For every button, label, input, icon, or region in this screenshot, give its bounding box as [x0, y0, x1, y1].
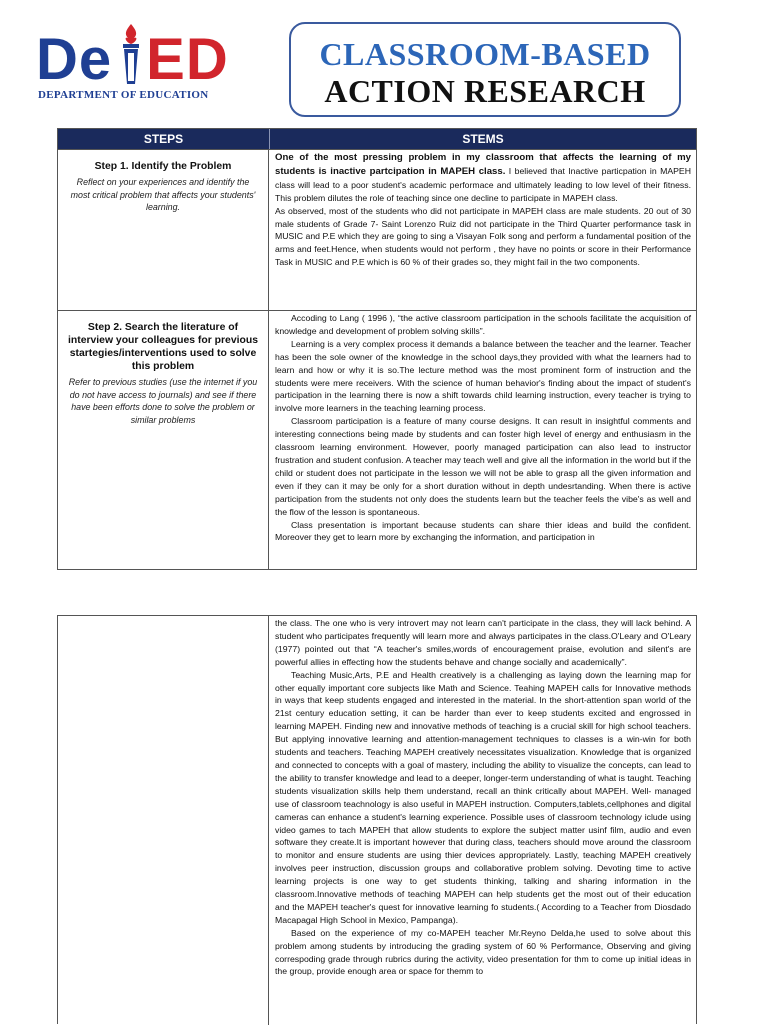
- title-line-2: ACTION RESEARCH: [324, 73, 646, 109]
- table-header: [58, 129, 696, 149]
- step-1-title: Step 1. Identify the Problem: [94, 161, 232, 172]
- table-row-step-2: [58, 310, 696, 570]
- step-1-paragraph-1: [275, 151, 691, 205]
- step-2-stem-cell: [269, 311, 696, 570]
- step-2-paragraph-1: Accoding to Lang ( 1996 ), “the active classroom participation in the schools facilitate the acquisition of knowledge and development of problem solving skills”.: [275, 313, 691, 336]
- step-2-title: Step 2. Search the literature of interview your colleagues for previous startegies/interventions used to solve this problem: [68, 322, 258, 372]
- step-1-lead: One of the most pressing problem in my classroom that affects the learning of my students is inactive partcipation in MAPEH class.: [275, 152, 691, 177]
- continuation-paragraph-1: the class. The one who is very introvert may not learn can't participate in the class, they will lack behind. A student who participates frequently will learn more and always participates in the class.O'Leary and O'Leary (1977) pointed out that “A teacher's smiles,words of encouragement praise, evolution and silent's are powerful allies in effecting how the students behave and change socially and academically”.: [275, 618, 691, 667]
- continuation-paragraph-3: Based on the experience of my co-MAPEH teacher Mr.Reyno Delda,he used to solve about this problem among students by introducing the grading system of 60 % Performance, Observing and giving correspoding grade through rubrics during the activity, video presentation for thm to come up initial ideas in the group, provide enough area or space for themm to: [275, 927, 691, 977]
- stems-column-header: STEMS: [462, 132, 504, 146]
- continuation-empty-cell: [58, 616, 269, 1025]
- step-2-paragraph-4: Class presentation is important because students can share thier ideas and build the confident. Moreover they get to learn more by exchanging the information, and participation in: [275, 519, 691, 543]
- step-1-cell: [58, 150, 269, 310]
- title-box: [289, 22, 681, 117]
- deped-logo: [36, 22, 246, 104]
- table-row-step-1: [58, 149, 696, 310]
- logo-subtitle: DEPARTMENT OF EDUCATION: [38, 89, 209, 101]
- continuation-table: [57, 615, 697, 1024]
- steps-table: [57, 128, 697, 570]
- continuation-stem-cell: [269, 616, 696, 1025]
- table-row-continuation: [58, 616, 696, 1025]
- logo-wordmark: De ED: [36, 27, 229, 92]
- step-2-paragraph-3: Classroom participation is a feature of many course designs. It can result in insightful comments and interesting connections being made by students and can foster high level of energy and enthusiasm in the classroom learning environment. However, poorly managed participation can also lead to instructor frustration and student confusion. A teacher may teach well and give all the information in the world but if the child or student does not participate in the lesson we will not be able to grasp all the given information and even if they can it may be only for a short duration without in depth undesrtanding. When there is active participation from the students not only does the students learn but the teacher feels the vibe's as well and the flow of the lesson is spontaneous.: [275, 416, 691, 517]
- continuation-paragraph-2: Teaching Music,Arts, P.E and Health creatively is a challenging as laying down the learning map for other equally important core subjects like Math and Science. Teahing MAPEH calls for Innovative methods in ways that keep students engaged and interested in the material. In the short-attention span world of the 21st century education setting, it can be harder than ever to keep students excited and engrossed in learning MAPEH. Finding new and innovative methods of teaching is a crucial skill for high school teachers. But applying innovative learning and attention-management techniques to classes is a win-win for both students and teachers. Teaching MAPEH creatively necessitates visualization. Knowledge that is organized and connected to concepts with a goal of mastery, including the ability to visualize the concepts, can lead to the ability to transfer knowledge and lead to a deeper, longer-term understanding of what is taught. Teaching students visualization skills help them understand, recall an think critically about MAPEH. Well- managed use of classroom teachnology is also useful in MAPEH instruction. Computers,tablets,cellphones and digital cameras can enhance a student's learning experience. Possible uses of classroom technology iclude using video games to tach MAPEH that allow students to explore the subject matter usinf film, audio and even software they create.It is important however that during class, teachers should move around the classroom to monitor and ensure students are using thier devices appropriately. Lastly, teaching MAPEH creatively involves peer instruction, discussion groups and collaborative problem solving. Devoting time to active learning projects is one way to get students thinking, talking and sharing information in the classroom.Innovative methods of teaching MAPEH can help students get the most out of their education and the MAPEH teacher's quest for innovative learning fo students.( According to a Teacher from Diosdado Macapagal High School in Mexico, Pampanga).: [275, 669, 691, 925]
- step-1-description: Reflect on your experiences and identify the most critical problem that affects your students' learning.: [70, 177, 256, 212]
- step-2-paragraph-2: Learning is a very complex process it demands a balance between the teacher and the learner. Teacher has been the sole owner of the knowledge in the school days,they provided with what the learners had to learn and how or why it is so.The lecture method was the most prominent form of instruction and the students were mere receivers. With the science of human behavior's finding about the impact of student's participation in the learning there is now a shift towards child learning instruction, every teacher is trying to involve more learners in the teaching learning process.: [275, 338, 691, 414]
- step-1-paragraph-1-rest: I believed that Inactive particpation in MAPEH class will lead to a poor student's academic performace and ultimately leading to low level of their fitness. This problem dilutes the role of teaching since one decline to participate in MAPEH class.: [275, 165, 691, 203]
- step-2-cell: [58, 311, 269, 570]
- steps-column-header: STEPS: [58, 129, 270, 149]
- step-1-paragraph-2: As observed, most of the students who did not participate in MAPEH class are male students. 20 out of 30 male students of Grade 7- Saint Lorenzo Ruiz did not participate in the Third Quarter performance task in MUSIC and P.E which they are going to sing a Visayan Folk song and perform a fundamental position of the arms and feet.Hence, when students would not perform , they have no points or score in their Performance Task in MUSIC and P.E which is 60 % of their grades so, they might fail in the two components.: [275, 205, 691, 268]
- step-2-description: Refer to previous studies (use the internet if you do not have access to journals) and see if there have been efforts done to solve the problem or similar problems: [68, 377, 258, 425]
- step-1-stem-cell: [269, 150, 696, 310]
- torch-icon: [116, 22, 146, 88]
- title-line-1: CLASSROOM-BASED: [319, 36, 651, 72]
